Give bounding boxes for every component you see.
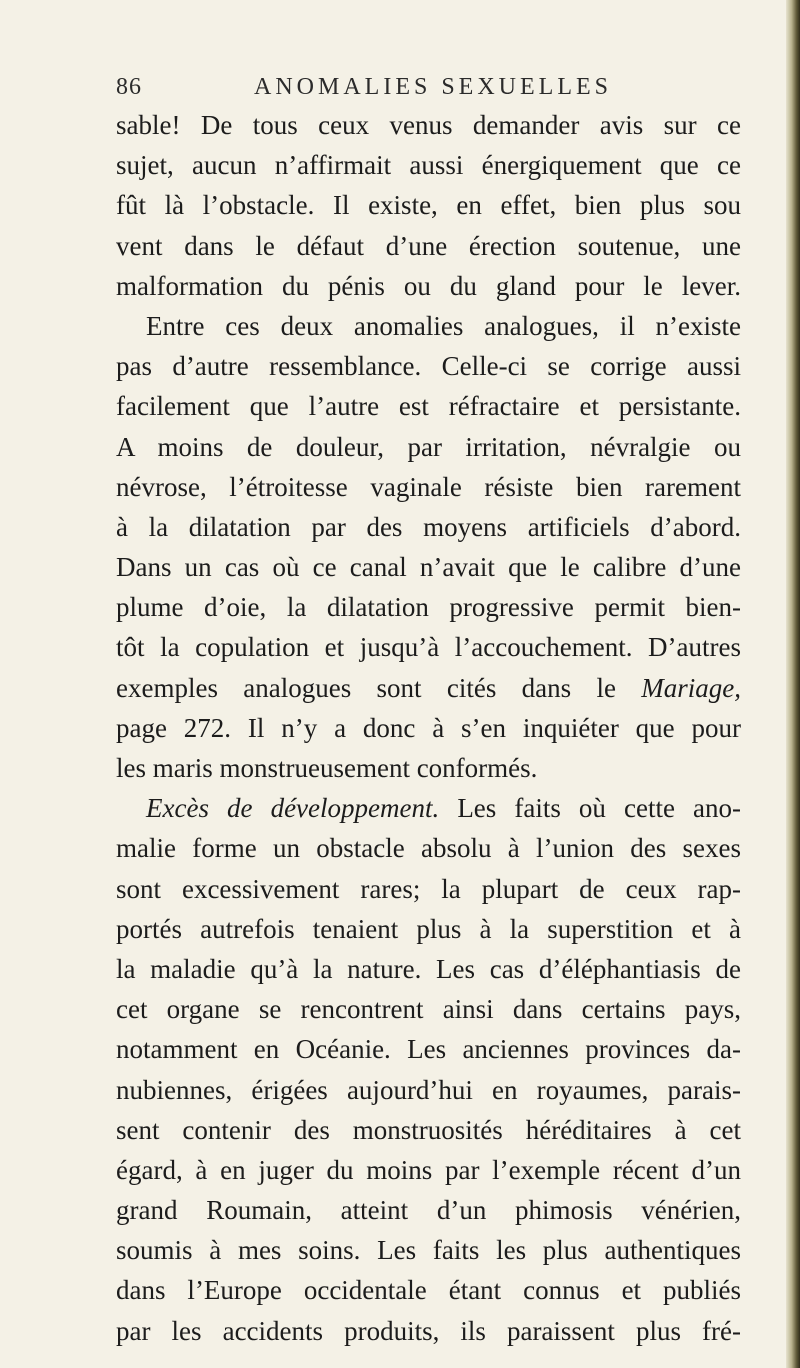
italic-text: Excès de développement. xyxy=(146,793,440,824)
text-line xyxy=(116,346,741,386)
line-text: soumis à mes soins. Les faits les plus authentiques xyxy=(116,1235,741,1266)
line-text: sable! De tous ceux venus demander avis sur ce xyxy=(116,110,741,140)
text-line xyxy=(116,708,741,748)
text-line xyxy=(116,1110,741,1150)
text-line xyxy=(116,105,741,145)
text-line xyxy=(116,467,741,507)
line-text: les maris monstrueusement conformés. xyxy=(116,753,538,783)
text-line xyxy=(116,306,741,346)
text-line xyxy=(116,587,741,627)
text-line xyxy=(116,748,741,788)
text-line xyxy=(116,668,741,708)
line-text: sujet, aucun n’affirmait aussi énergiquement que ce xyxy=(116,150,741,181)
line-text: sent contenir des monstruosités héréditaires à cet xyxy=(116,1114,741,1145)
line-text: nubiennes, érigées aujourd’hui en royaumes, parais- xyxy=(116,1074,741,1105)
text-line xyxy=(116,266,741,306)
page-header xyxy=(108,74,708,108)
text-line xyxy=(116,828,741,868)
line-text: malformation du pénis ou du gland pour le lever. xyxy=(116,270,741,301)
text-line xyxy=(116,869,741,909)
line-text: facilement que l’autre est réfractaire et persistante. xyxy=(116,391,741,422)
line-text: fût là l’obstacle. Il existe, en effet, bien plus sou xyxy=(116,190,741,221)
text-line xyxy=(116,427,741,467)
text-line xyxy=(116,1150,741,1190)
text-line xyxy=(116,507,741,547)
text-line xyxy=(116,185,741,225)
line-text: plume d’oie, la dilatation progressive permit bien- xyxy=(116,592,741,623)
text-line xyxy=(116,788,741,828)
text-line xyxy=(116,1070,741,1110)
line-text: malie forme un obstacle absolu à l’union des sexes xyxy=(116,833,741,864)
text-line xyxy=(116,1270,741,1310)
line-text: pas d’autre ressemblance. Celle-ci se corrige aussi xyxy=(116,351,741,382)
running-title: ANOMALIES SEXUELLES xyxy=(254,74,612,100)
line-text: grand Roumain, atteint d’un phimosis vénérien, xyxy=(116,1195,741,1226)
line-text: portés autrefois tenaient plus à la superstition et à xyxy=(116,913,741,944)
line-text: névrose, l’étroitesse vaginale résiste bien rarement xyxy=(116,471,741,502)
page-number: 86 xyxy=(116,74,142,100)
line-text: A moins de douleur, par irritation, névralgie ou xyxy=(116,431,741,462)
italic-text: Mariage, xyxy=(641,672,741,703)
line-text: notamment en Océanie. Les anciennes provinces da- xyxy=(116,1034,741,1065)
line-text: vent dans le défaut d’une érection soutenue, une xyxy=(116,230,741,261)
line-text: cet organe se rencontrent ainsi dans certains pays, xyxy=(116,994,741,1025)
text-line xyxy=(116,949,741,989)
text-line xyxy=(116,1311,741,1351)
line-text: à la dilatation par des moyens artificiels d’abord. xyxy=(116,511,741,542)
line-text: Les faits où cette ano- xyxy=(439,793,741,824)
line-text: Entre ces deux anomalies analogues, il n’existe xyxy=(146,310,741,341)
line-text: par les accidents produits, ils paraissent plus fré- xyxy=(116,1315,741,1346)
text-line xyxy=(116,1230,741,1270)
page-edge-shadow xyxy=(786,0,800,1368)
text-line xyxy=(116,145,741,185)
line-text: la maladie qu’à la nature. Les cas d’éléphantiasis de xyxy=(116,953,741,984)
line-text: page 272. Il n’y a donc à s’en inquiéter que pour xyxy=(116,712,741,743)
line-text: égard, à en juger du moins par l’exemple récent d’un xyxy=(116,1154,741,1185)
text-line xyxy=(116,1190,741,1230)
body-text xyxy=(116,105,741,1351)
line-text: exemples analogues sont cités dans le xyxy=(116,672,642,703)
line-text: dans l’Europe occidentale étant connus et publiés xyxy=(116,1275,741,1306)
text-line xyxy=(116,1029,741,1069)
text-line xyxy=(116,226,741,266)
line-text: sont excessivement rares; la plupart de ceux rap- xyxy=(116,873,741,904)
line-text: Dans un cas où ce canal n’avait que le calibre d’une xyxy=(116,552,741,583)
text-line xyxy=(116,909,741,949)
text-line xyxy=(116,386,741,426)
text-line xyxy=(116,989,741,1029)
text-line xyxy=(116,547,741,587)
line-text: tôt la copulation et jusqu’à l’accouchement. D’autres xyxy=(116,632,741,663)
text-line xyxy=(116,627,741,667)
